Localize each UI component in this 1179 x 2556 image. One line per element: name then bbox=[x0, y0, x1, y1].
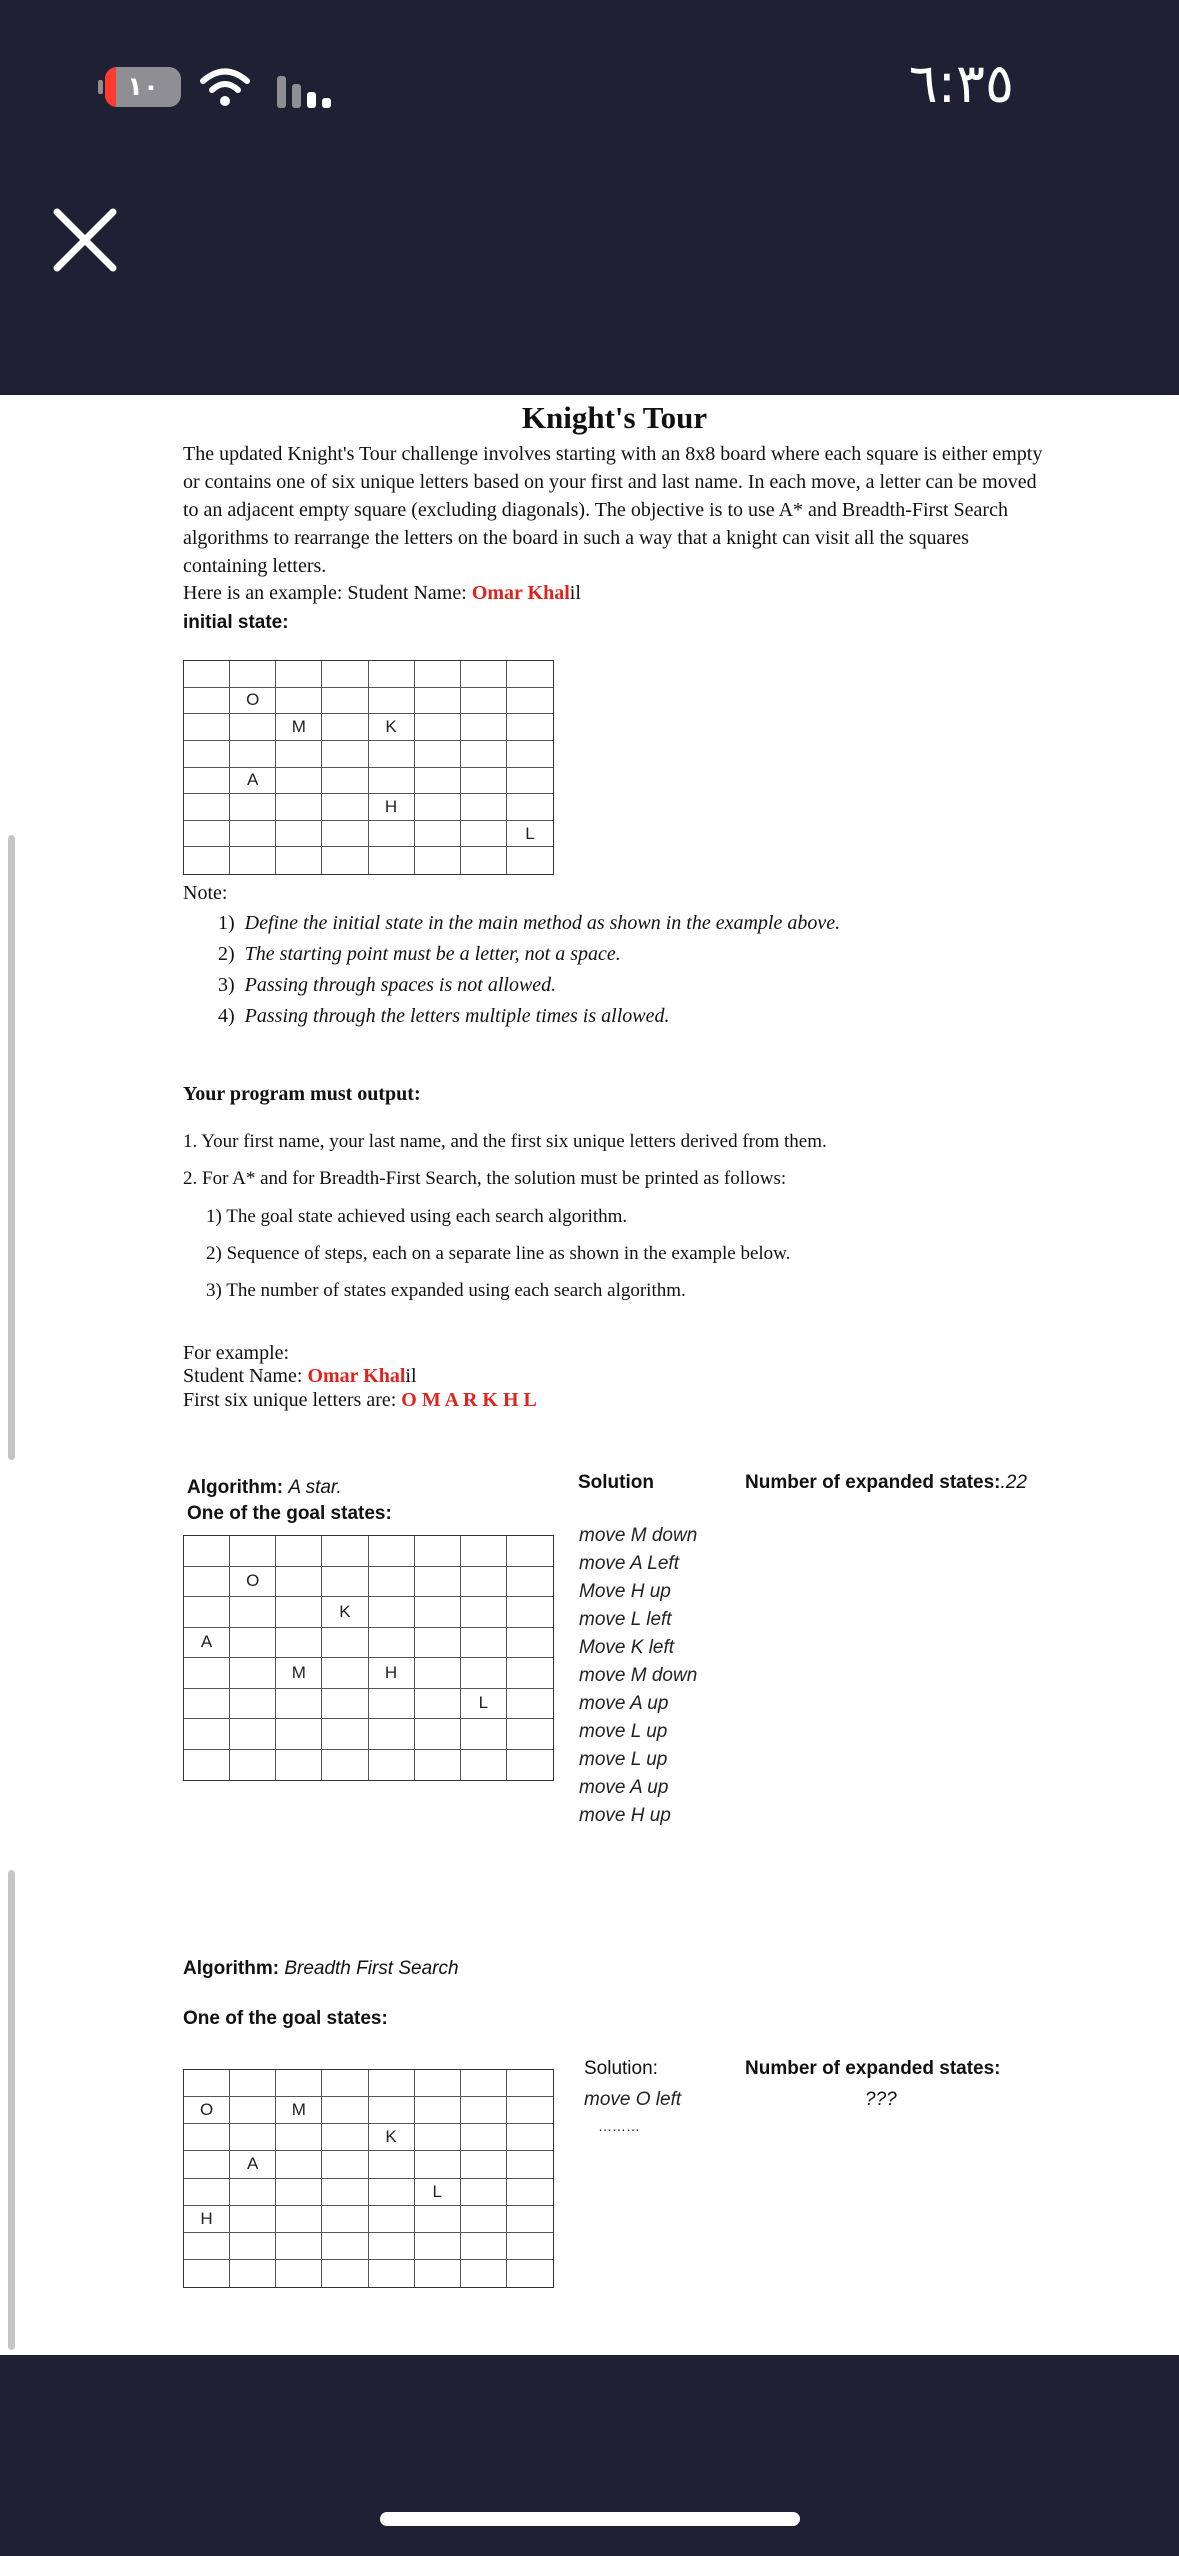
grid-cell: H bbox=[184, 2206, 230, 2233]
grid-cell bbox=[322, 2260, 368, 2287]
move-step: Move H up bbox=[579, 1581, 671, 1602]
grid-cell bbox=[184, 2233, 230, 2260]
grid-cell bbox=[461, 821, 507, 848]
grid-cell bbox=[415, 1750, 461, 1781]
grid-cell bbox=[415, 1658, 461, 1689]
clock-time: ٦:٣٥ bbox=[908, 52, 1014, 115]
grid-cell bbox=[184, 688, 230, 715]
grid-cell: K bbox=[369, 714, 415, 741]
note-label: Note: bbox=[183, 882, 228, 904]
note-text: Define the initial state in the main method as shown in the example above. bbox=[244, 912, 841, 934]
grid-cell bbox=[230, 2206, 276, 2233]
grid-cell bbox=[415, 1628, 461, 1659]
astar-algorithm-line bbox=[187, 1477, 342, 1499]
grid-cell bbox=[322, 2233, 368, 2260]
grid-cell bbox=[369, 821, 415, 848]
grid-cell bbox=[461, 1628, 507, 1659]
grid-cell bbox=[322, 741, 368, 768]
bfs-expanded-value: ??? bbox=[865, 2089, 897, 2110]
battery-tip bbox=[98, 80, 103, 94]
grid-cell bbox=[415, 741, 461, 768]
move-step: move A up bbox=[579, 1777, 669, 1798]
wifi-icon bbox=[200, 68, 250, 108]
grid-cell: O bbox=[184, 2097, 230, 2124]
grid-cell bbox=[184, 741, 230, 768]
grid-cell bbox=[369, 2070, 415, 2097]
example-prefix: Here is an example: Student Name: bbox=[183, 582, 472, 604]
grid-cell bbox=[415, 1536, 461, 1567]
grid-cell bbox=[461, 1719, 507, 1750]
move-step: move L left bbox=[579, 1609, 672, 1630]
grid-cell bbox=[322, 2206, 368, 2233]
grid-cell bbox=[369, 768, 415, 795]
grid-cell bbox=[507, 688, 553, 715]
grid-cell bbox=[415, 1689, 461, 1720]
grid-cell bbox=[322, 688, 368, 715]
grid-cell bbox=[461, 1597, 507, 1628]
grid-cell bbox=[507, 1567, 553, 1598]
move-step: move M down bbox=[579, 1525, 698, 1546]
initial-state-label: initial state: bbox=[183, 612, 289, 633]
grid-cell bbox=[369, 1597, 415, 1628]
grid-cell bbox=[322, 2070, 368, 2097]
output-item: 1. Your first name, your last name, and the first six unique letters derived from them. bbox=[183, 1131, 827, 1152]
note-text: The starting point must be a letter, not a space. bbox=[244, 943, 621, 965]
grid-cell bbox=[230, 1658, 276, 1689]
grid-cell bbox=[184, 1719, 230, 1750]
grid-cell bbox=[461, 661, 507, 688]
grid-cell: H bbox=[369, 1658, 415, 1689]
output-item: 2) Sequence of steps, each on a separate line as shown in the example below. bbox=[206, 1243, 791, 1264]
grid-cell bbox=[322, 714, 368, 741]
grid-cell: L bbox=[507, 821, 553, 848]
algorithm-name: A star. bbox=[288, 1477, 342, 1498]
grid-cell bbox=[415, 1719, 461, 1750]
note-number: 2) bbox=[218, 943, 235, 965]
grid-cell bbox=[415, 1567, 461, 1598]
grid-cell: K bbox=[322, 1597, 368, 1628]
note-item bbox=[218, 943, 621, 966]
grid-cell bbox=[230, 741, 276, 768]
grid-cell: O bbox=[230, 688, 276, 715]
grid-cell bbox=[322, 2124, 368, 2151]
note-item bbox=[218, 1005, 669, 1028]
grid-cell: A bbox=[184, 1628, 230, 1659]
grid-cell bbox=[230, 1750, 276, 1781]
note-item bbox=[218, 974, 556, 997]
grid-cell bbox=[415, 2151, 461, 2178]
grid-cell bbox=[230, 2260, 276, 2287]
grid-cell bbox=[507, 2233, 553, 2260]
grid-cell bbox=[369, 661, 415, 688]
grid-cell bbox=[276, 821, 322, 848]
grid-cell bbox=[184, 1567, 230, 1598]
student-name-label: Student Name: bbox=[183, 1365, 308, 1387]
grid-cell bbox=[184, 2179, 230, 2206]
grid-cell bbox=[230, 2124, 276, 2151]
grid-cell bbox=[184, 2070, 230, 2097]
grid-cell bbox=[184, 1536, 230, 1567]
grid-cell bbox=[276, 1689, 322, 1720]
grid-cell bbox=[507, 2070, 553, 2097]
grid-cell bbox=[369, 688, 415, 715]
grid-cell bbox=[461, 2124, 507, 2151]
grid-cell bbox=[507, 2151, 553, 2178]
grid-cell bbox=[184, 661, 230, 688]
output-item: 1) The goal state achieved using each search algorithm. bbox=[206, 1206, 628, 1227]
grid-cell bbox=[415, 2233, 461, 2260]
grid-cell bbox=[507, 2124, 553, 2151]
grid-cell: H bbox=[369, 794, 415, 821]
for-example-label: For example: bbox=[183, 1342, 290, 1364]
grid-cell bbox=[276, 2233, 322, 2260]
grid-cell bbox=[507, 1658, 553, 1689]
grid-cell bbox=[230, 1536, 276, 1567]
grid-cell bbox=[276, 794, 322, 821]
move-ellipsis: ……… bbox=[598, 2118, 640, 2134]
example-line bbox=[183, 582, 581, 605]
astar-solution-label: Solution bbox=[578, 1472, 654, 1493]
grid-cell bbox=[184, 1597, 230, 1628]
letters-line bbox=[183, 1389, 537, 1412]
grid-cell bbox=[230, 1597, 276, 1628]
grid-cell bbox=[230, 847, 276, 874]
grid-cell: A bbox=[230, 2151, 276, 2178]
grid-cell bbox=[461, 2097, 507, 2124]
student-name-line bbox=[183, 1365, 417, 1388]
note-text: Passing through the letters multiple times is allowed. bbox=[244, 1005, 670, 1027]
grid-cell bbox=[415, 821, 461, 848]
move-step: move H up bbox=[579, 1805, 671, 1826]
letters-label: First six unique letters are: bbox=[183, 1389, 402, 1411]
bfs-goal-label: One of the goal states: bbox=[183, 2008, 388, 2029]
grid-cell bbox=[369, 741, 415, 768]
scrollbar[interactable] bbox=[8, 1870, 15, 2350]
grid-cell bbox=[230, 2097, 276, 2124]
grid-cell bbox=[276, 2124, 322, 2151]
grid-cell bbox=[184, 714, 230, 741]
grid-cell: L bbox=[415, 2179, 461, 2206]
note-number: 1) bbox=[218, 912, 235, 934]
grid-cell bbox=[322, 1719, 368, 1750]
grid-cell bbox=[322, 1689, 368, 1720]
grid-cell bbox=[507, 2260, 553, 2287]
grid-cell bbox=[184, 2124, 230, 2151]
grid-cell bbox=[322, 794, 368, 821]
note-item bbox=[218, 912, 840, 935]
grid-cell bbox=[322, 661, 368, 688]
grid-cell bbox=[461, 741, 507, 768]
grid-cell: A bbox=[230, 768, 276, 795]
grid-cell bbox=[276, 768, 322, 795]
grid-cell bbox=[369, 1628, 415, 1659]
grid-cell bbox=[276, 661, 322, 688]
grid-cell bbox=[415, 794, 461, 821]
grid-cell bbox=[184, 1750, 230, 1781]
output-heading: Your program must output: bbox=[183, 1083, 421, 1105]
grid-cell bbox=[322, 821, 368, 848]
bfs-goal-grid bbox=[183, 2069, 554, 2288]
grid-cell bbox=[369, 1719, 415, 1750]
note-number: 3) bbox=[218, 974, 235, 996]
battery-percent: ١٠ bbox=[127, 72, 159, 102]
grid-cell bbox=[276, 2206, 322, 2233]
grid-cell bbox=[276, 1567, 322, 1598]
grid-cell bbox=[322, 847, 368, 874]
move-step: move A Left bbox=[579, 1553, 679, 1574]
astar-expanded-line bbox=[745, 1472, 1027, 1494]
grid-cell bbox=[322, 1536, 368, 1567]
algorithm-label: Algorithm: bbox=[187, 1477, 284, 1498]
grid-cell bbox=[322, 1750, 368, 1781]
grid-cell bbox=[415, 847, 461, 874]
grid-cell bbox=[369, 2097, 415, 2124]
grid-cell bbox=[369, 2206, 415, 2233]
grid-cell bbox=[276, 1719, 322, 1750]
document-title: Knight's Tour bbox=[521, 400, 708, 435]
scrollbar[interactable] bbox=[8, 835, 15, 1460]
output-item: 3) The number of states expanded using each search algorithm. bbox=[206, 1280, 686, 1301]
move-step: move L up bbox=[579, 1749, 668, 1770]
grid-cell bbox=[369, 847, 415, 874]
grid-cell bbox=[507, 1628, 553, 1659]
grid-cell: K bbox=[369, 2124, 415, 2151]
grid-cell bbox=[230, 714, 276, 741]
grid-cell bbox=[461, 1536, 507, 1567]
grid-cell bbox=[369, 2260, 415, 2287]
grid-cell bbox=[322, 1628, 368, 1659]
astar-goal-label: One of the goal states: bbox=[187, 1503, 392, 1524]
grid-cell bbox=[461, 2206, 507, 2233]
grid-cell bbox=[461, 688, 507, 715]
example-name-rest: il bbox=[569, 582, 581, 604]
cellular-signal-icon bbox=[275, 70, 337, 110]
grid-cell bbox=[461, 794, 507, 821]
grid-cell bbox=[415, 2070, 461, 2097]
grid-cell bbox=[415, 688, 461, 715]
grid-cell bbox=[276, 1750, 322, 1781]
grid-cell bbox=[507, 1750, 553, 1781]
grid-cell bbox=[507, 1689, 553, 1720]
grid-cell bbox=[184, 768, 230, 795]
grid-cell bbox=[507, 2206, 553, 2233]
grid-cell bbox=[184, 821, 230, 848]
grid-cell bbox=[184, 2260, 230, 2287]
grid-cell bbox=[507, 661, 553, 688]
grid-cell: O bbox=[230, 1567, 276, 1598]
grid-cell bbox=[461, 1750, 507, 1781]
grid-cell bbox=[507, 2179, 553, 2206]
grid-cell bbox=[369, 1689, 415, 1720]
grid-cell bbox=[461, 2070, 507, 2097]
grid-cell: M bbox=[276, 1658, 322, 1689]
grid-cell bbox=[322, 2179, 368, 2206]
grid-cell bbox=[415, 661, 461, 688]
grid-cell bbox=[461, 1658, 507, 1689]
expanded-label: Number of expanded states: bbox=[745, 1472, 1001, 1493]
grid-cell bbox=[369, 2179, 415, 2206]
move-step: move L up bbox=[579, 1721, 668, 1742]
grid-cell bbox=[415, 2260, 461, 2287]
grid-cell bbox=[369, 1750, 415, 1781]
grid-cell bbox=[322, 768, 368, 795]
grid-cell bbox=[415, 2124, 461, 2151]
grid-cell bbox=[230, 1719, 276, 1750]
bfs-solution-label: Solution: bbox=[584, 2058, 658, 2079]
grid-cell: M bbox=[276, 714, 322, 741]
expanded-value: .22 bbox=[1000, 1472, 1027, 1493]
grid-cell bbox=[415, 2097, 461, 2124]
letters-value: O M A R K H L bbox=[401, 1389, 537, 1411]
grid-cell bbox=[322, 2097, 368, 2124]
move-step: Move K left bbox=[579, 1637, 675, 1658]
grid-cell bbox=[230, 821, 276, 848]
grid-cell bbox=[184, 794, 230, 821]
grid-cell: M bbox=[276, 2097, 322, 2124]
note-text: Passing through spaces is not allowed. bbox=[244, 974, 557, 996]
intro-paragraph: The updated Knight's Tour challenge involves starting with an 8x8 board where each square is either empty or contains one of six unique letters based on your first and last name. In each move, a letter can be moved to an adjacent empty square (excluding diagonals). The objective is to use A* and Breadth-First Search algorithms to rearrange the letters on the board in such a way that a knight can visit all the squares containing letters. bbox=[183, 443, 1043, 577]
algorithm-name: Breadth First Search bbox=[284, 1958, 459, 1979]
output-item: 2. For A* and for Breadth-First Search, the solution must be printed as follows: bbox=[183, 1168, 787, 1189]
grid-cell bbox=[507, 1719, 553, 1750]
grid-cell bbox=[461, 2151, 507, 2178]
grid-cell bbox=[369, 2233, 415, 2260]
grid-cell bbox=[230, 2070, 276, 2097]
grid-cell bbox=[322, 1658, 368, 1689]
move-step: move A up bbox=[579, 1693, 669, 1714]
grid-cell bbox=[184, 847, 230, 874]
grid-cell bbox=[276, 1597, 322, 1628]
grid-cell bbox=[369, 2151, 415, 2178]
grid-cell bbox=[415, 714, 461, 741]
grid-cell bbox=[369, 1567, 415, 1598]
grid-cell bbox=[461, 2260, 507, 2287]
grid-cell bbox=[415, 2206, 461, 2233]
grid-cell bbox=[230, 2179, 276, 2206]
student-name-rest: il bbox=[405, 1365, 417, 1387]
initial-state-grid bbox=[183, 660, 554, 875]
grid-cell bbox=[461, 768, 507, 795]
bfs-expanded-label: Number of expanded states: bbox=[745, 2058, 1001, 2079]
grid-cell bbox=[230, 661, 276, 688]
bfs-algorithm-line bbox=[183, 1958, 459, 1980]
grid-cell bbox=[276, 1536, 322, 1567]
grid-cell bbox=[276, 2151, 322, 2178]
grid-cell bbox=[184, 1689, 230, 1720]
grid-cell bbox=[184, 2151, 230, 2178]
grid-cell bbox=[461, 1567, 507, 1598]
grid-cell bbox=[507, 847, 553, 874]
grid-cell bbox=[276, 2260, 322, 2287]
grid-cell bbox=[507, 1536, 553, 1567]
astar-goal-grid bbox=[183, 1535, 554, 1781]
battery-indicator bbox=[105, 67, 181, 107]
algorithm-label: Algorithm: bbox=[183, 1958, 280, 1979]
grid-cell bbox=[184, 1658, 230, 1689]
grid-cell bbox=[276, 2179, 322, 2206]
note-number: 4) bbox=[218, 1005, 235, 1027]
move-step: move M down bbox=[579, 1665, 698, 1686]
grid-cell bbox=[461, 2179, 507, 2206]
grid-cell bbox=[461, 847, 507, 874]
grid-cell bbox=[415, 768, 461, 795]
grid-cell bbox=[415, 1597, 461, 1628]
grid-cell bbox=[276, 2070, 322, 2097]
grid-cell bbox=[507, 2097, 553, 2124]
grid-cell bbox=[322, 2151, 368, 2178]
grid-cell: L bbox=[461, 1689, 507, 1720]
example-name-red: Omar Khal bbox=[471, 582, 570, 604]
grid-cell bbox=[322, 1567, 368, 1598]
grid-cell bbox=[507, 794, 553, 821]
grid-cell bbox=[276, 847, 322, 874]
grid-cell bbox=[369, 1536, 415, 1567]
grid-cell bbox=[276, 741, 322, 768]
grid-cell bbox=[461, 2233, 507, 2260]
grid-cell bbox=[230, 1689, 276, 1720]
grid-cell bbox=[276, 688, 322, 715]
grid-cell bbox=[507, 741, 553, 768]
close-icon[interactable] bbox=[50, 205, 120, 275]
grid-cell bbox=[507, 768, 553, 795]
home-indicator[interactable] bbox=[380, 2512, 800, 2526]
grid-cell bbox=[461, 714, 507, 741]
grid-cell bbox=[230, 2233, 276, 2260]
grid-cell bbox=[507, 714, 553, 741]
grid-cell bbox=[230, 794, 276, 821]
grid-cell bbox=[507, 1597, 553, 1628]
grid-cell bbox=[230, 1628, 276, 1659]
move-step: move O left bbox=[584, 2089, 682, 2110]
student-name-red: Omar Khal bbox=[307, 1365, 406, 1387]
grid-cell bbox=[276, 1628, 322, 1659]
